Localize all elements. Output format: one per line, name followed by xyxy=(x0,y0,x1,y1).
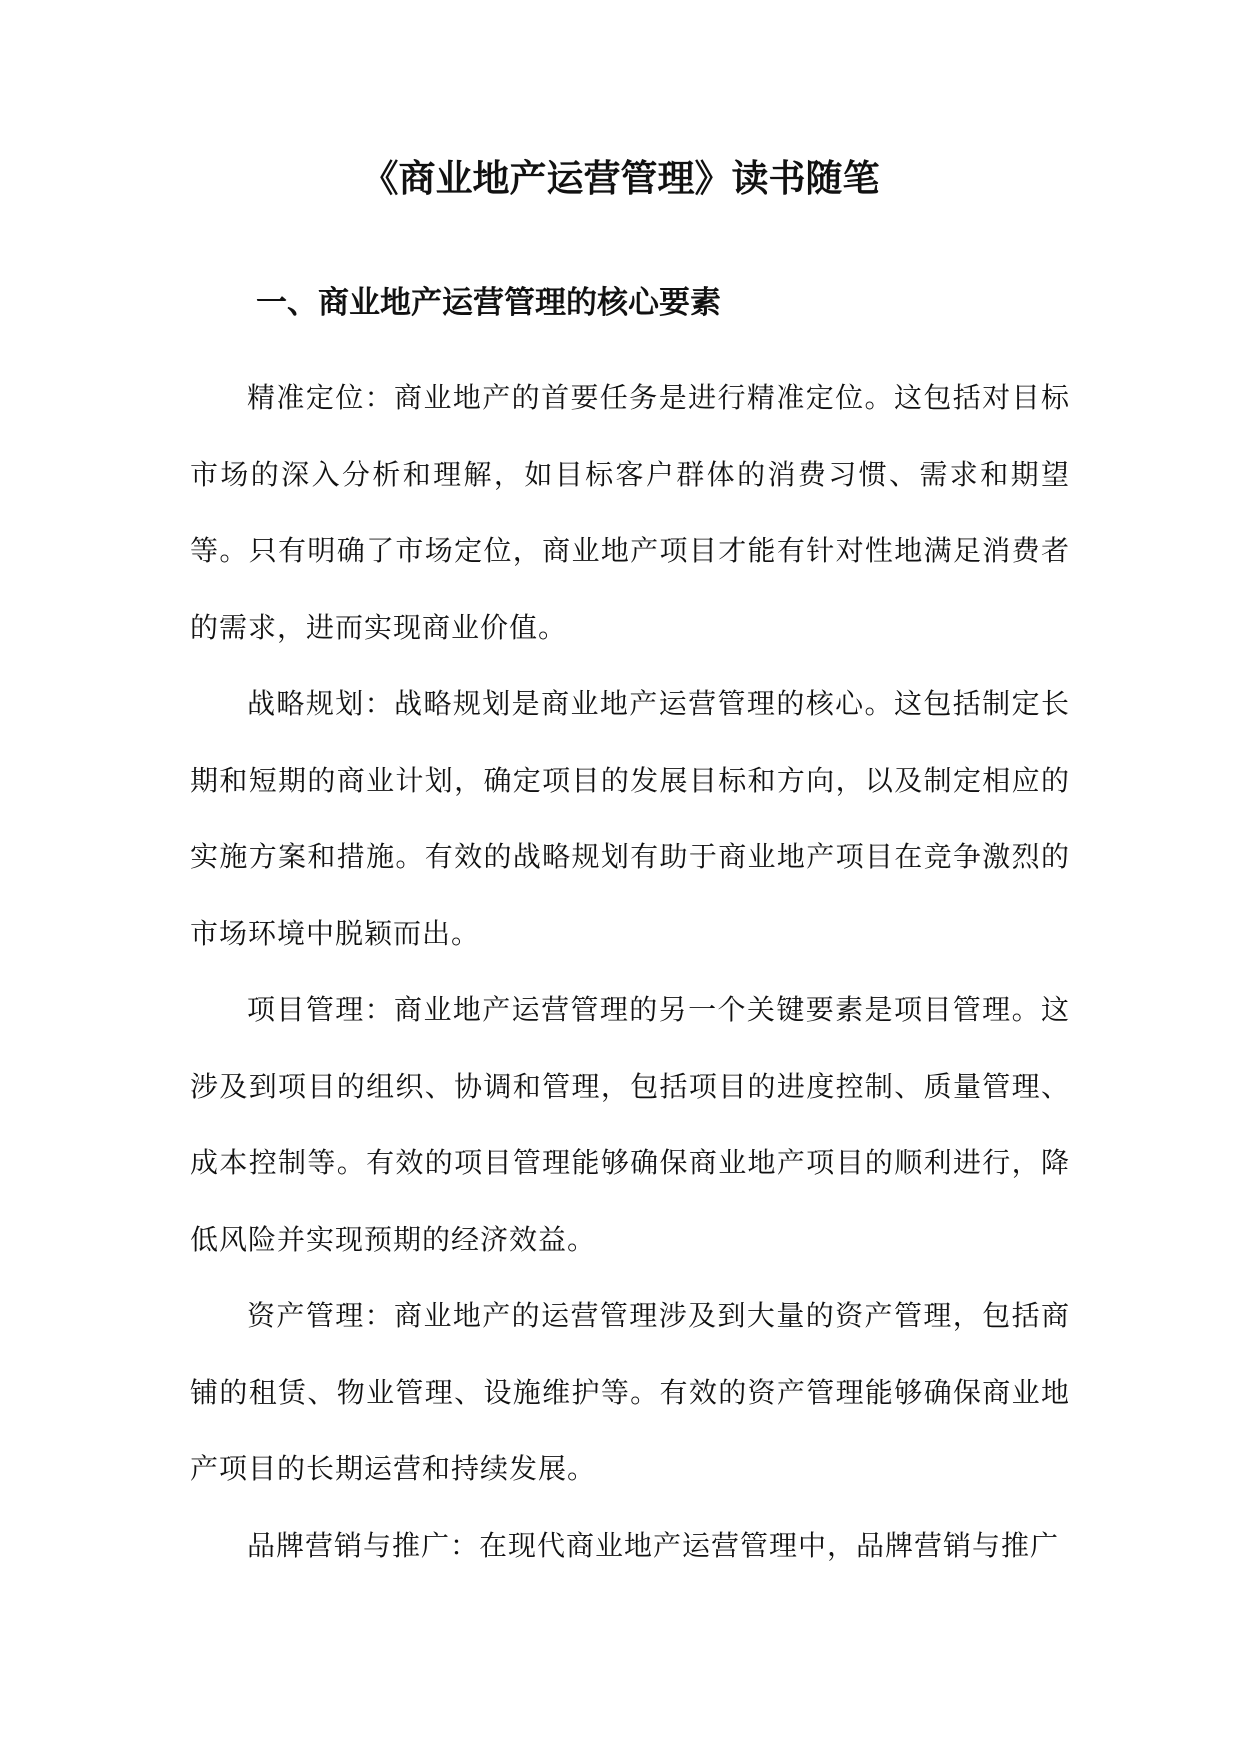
body-text xyxy=(190,360,1070,1584)
paragraph-brand-marketing: 品牌营销与推广：在现代商业地产运营管理中，品牌营销与推广 xyxy=(247,1528,1060,1562)
document-title: 《商业地产运营管理》读书随笔 xyxy=(361,156,880,200)
paragraph-strategy: 战略规划：战略规划是商业地产运营管理的核心。这包括制定长期和短期的商业计划，确定项目的发展目标和方向，以及制定相应的实施方案和措施。有效的战略规划有助于商业地产项目在竞争激烈的市场环境中脱颖而出。 xyxy=(190,687,1070,950)
paragraph-asset-management: 资产管理：商业地产的运营管理涉及到大量的资产管理，包括商铺的租赁、物业管理、设施维护等。有效的资产管理能够确保商业地产项目的长期运营和持续发展。 xyxy=(190,1299,1070,1485)
paragraph-positioning: 精准定位：商业地产的首要任务是进行精准定位。这包括对目标市场的深入分析和理解，如目标客户群体的消费习惯、需求和期望等。只有明确了市场定位，商业地产项目才能有针对性地满足消费者的需求，进而实现商业价值。 xyxy=(190,381,1070,644)
paragraph-project-management: 项目管理：商业地产运营管理的另一个关键要素是项目管理。这涉及到项目的组织、协调和管理，包括项目的进度控制、质量管理、成本控制等。有效的项目管理能够确保商业地产项目的顺利进行，降低风险并实现预期的经济效益。 xyxy=(190,993,1070,1256)
section-heading: 一、商业地产运营管理的核心要素 xyxy=(256,285,721,321)
